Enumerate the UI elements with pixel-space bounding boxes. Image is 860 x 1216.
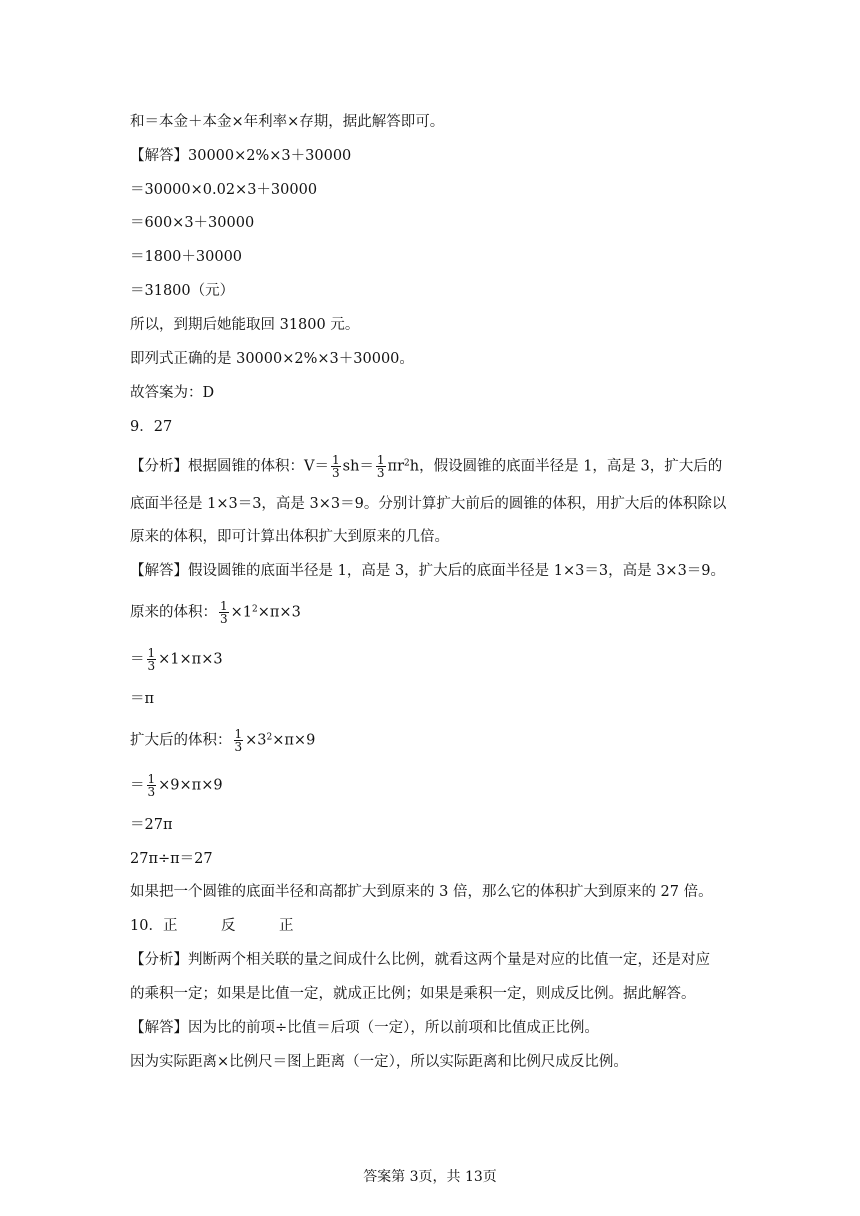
exponent: 2 bbox=[404, 458, 410, 469]
text-fragment: ×π×9 bbox=[272, 732, 316, 749]
fraction-denominator: 3 bbox=[331, 466, 340, 480]
text-line: 所以，到期后她能取回 31800 元。 bbox=[130, 317, 360, 333]
text-line: 因为实际距离×比例尺＝图上距离（一定），所以实际距离和比例尺成反比例。 bbox=[130, 1054, 628, 1070]
text-line: 【分析】判断两个相关联的量之间成什么比例，就看这两个量是对应的比值一定，还是对应 bbox=[130, 952, 710, 968]
calc-line bbox=[130, 773, 223, 798]
fraction-numerator: 1 bbox=[147, 646, 156, 660]
fraction bbox=[147, 773, 157, 798]
fraction-numerator: 1 bbox=[331, 453, 340, 467]
calc-line bbox=[130, 647, 223, 672]
calc-line bbox=[130, 728, 315, 753]
text-line: ＝π bbox=[130, 691, 155, 707]
fraction-denominator: 3 bbox=[220, 612, 228, 626]
text-line: ＝27π bbox=[130, 817, 173, 833]
fraction-numerator: 1 bbox=[376, 453, 385, 467]
text-fragment: ×1×π×3 bbox=[158, 651, 223, 668]
fraction bbox=[234, 728, 244, 753]
text-line: 故答案为：D bbox=[130, 385, 215, 401]
question-number: 10．正 反 正 bbox=[130, 918, 294, 934]
fraction-denominator: 3 bbox=[376, 466, 385, 480]
text-fragment: 【分析】根据圆锥的体积：V＝ bbox=[130, 458, 329, 475]
text-fragment: 扩大后的体积： bbox=[130, 732, 232, 749]
text-fragment: ×9×π×9 bbox=[158, 777, 223, 794]
fraction bbox=[331, 454, 341, 479]
text-line: ＝1800＋30000 bbox=[130, 249, 243, 265]
text-line: ＝600×3＋30000 bbox=[130, 215, 255, 231]
fraction bbox=[147, 647, 157, 672]
analysis-line bbox=[130, 454, 722, 479]
fraction-denominator: 3 bbox=[147, 659, 156, 673]
text-line: ＝30000×0.02×3＋30000 bbox=[130, 182, 318, 198]
text-line: 如果把一个圆锥的底面半径和高都扩大到原来的 3 倍，那么它的体积扩大到原来的 27 倍。 bbox=[130, 884, 713, 900]
exponent: 2 bbox=[266, 732, 273, 743]
text-fragment: sh＝ bbox=[342, 458, 374, 475]
calc-line bbox=[130, 600, 301, 625]
text-line: 【解答】假设圆锥的底面半径是 1，高是 3，扩大后的底面半径是 1×3＝3，高是 3×3＝9。 bbox=[130, 563, 726, 579]
question-number: 9．27 bbox=[130, 419, 173, 435]
text-line: 的乘积一定；如果是比值一定，就成正比例；如果是乘积一定，则成反比例。据此解答。 bbox=[130, 986, 696, 1002]
text-line: 即列式正确的是 30000×2%×3＋30000。 bbox=[130, 351, 414, 367]
fraction-numerator: 1 bbox=[147, 772, 156, 786]
fraction bbox=[376, 454, 386, 479]
text-fragment: ＝ bbox=[130, 777, 145, 794]
text-fragment: ×1 bbox=[230, 604, 253, 621]
fraction-denominator: 3 bbox=[147, 785, 156, 799]
text-line: 27π÷π＝27 bbox=[130, 851, 213, 867]
fraction bbox=[219, 600, 229, 625]
text-fragment: ＝ bbox=[130, 651, 145, 668]
fraction-numerator: 1 bbox=[234, 727, 243, 741]
text-fragment: ×3 bbox=[245, 732, 267, 749]
text-fragment: ×π×3 bbox=[257, 604, 301, 621]
exponent: 2 bbox=[252, 604, 258, 615]
text-fragment: 原来的体积： bbox=[130, 604, 217, 621]
text-line: 【解答】因为比的前项÷比值＝后项（一定），所以前项和比值成正比例。 bbox=[130, 1020, 599, 1036]
text-line: 原来的体积，即可计算出体积扩大到原来的几倍。 bbox=[130, 529, 449, 545]
page-footer: 答案第 3页，共 13页 bbox=[363, 1169, 497, 1185]
text-line: 和＝本金＋本金×年利率×存期，据此解答即可。 bbox=[130, 114, 445, 130]
text-fragment: h，假设圆锥的底面半径是 1，高是 3，扩大后的 bbox=[409, 458, 723, 475]
text-fragment: πr bbox=[387, 458, 405, 475]
text-line: 底面半径是 1×3＝3，高是 3×3＝9。分别计算扩大前后的圆锥的体积，用扩大后的体积除以 bbox=[130, 496, 727, 512]
text-line: ＝31800（元） bbox=[130, 283, 235, 299]
text-line: 【解答】30000×2%×3＋30000 bbox=[130, 148, 352, 164]
fraction-numerator: 1 bbox=[220, 599, 228, 613]
fraction-denominator: 3 bbox=[234, 740, 243, 754]
